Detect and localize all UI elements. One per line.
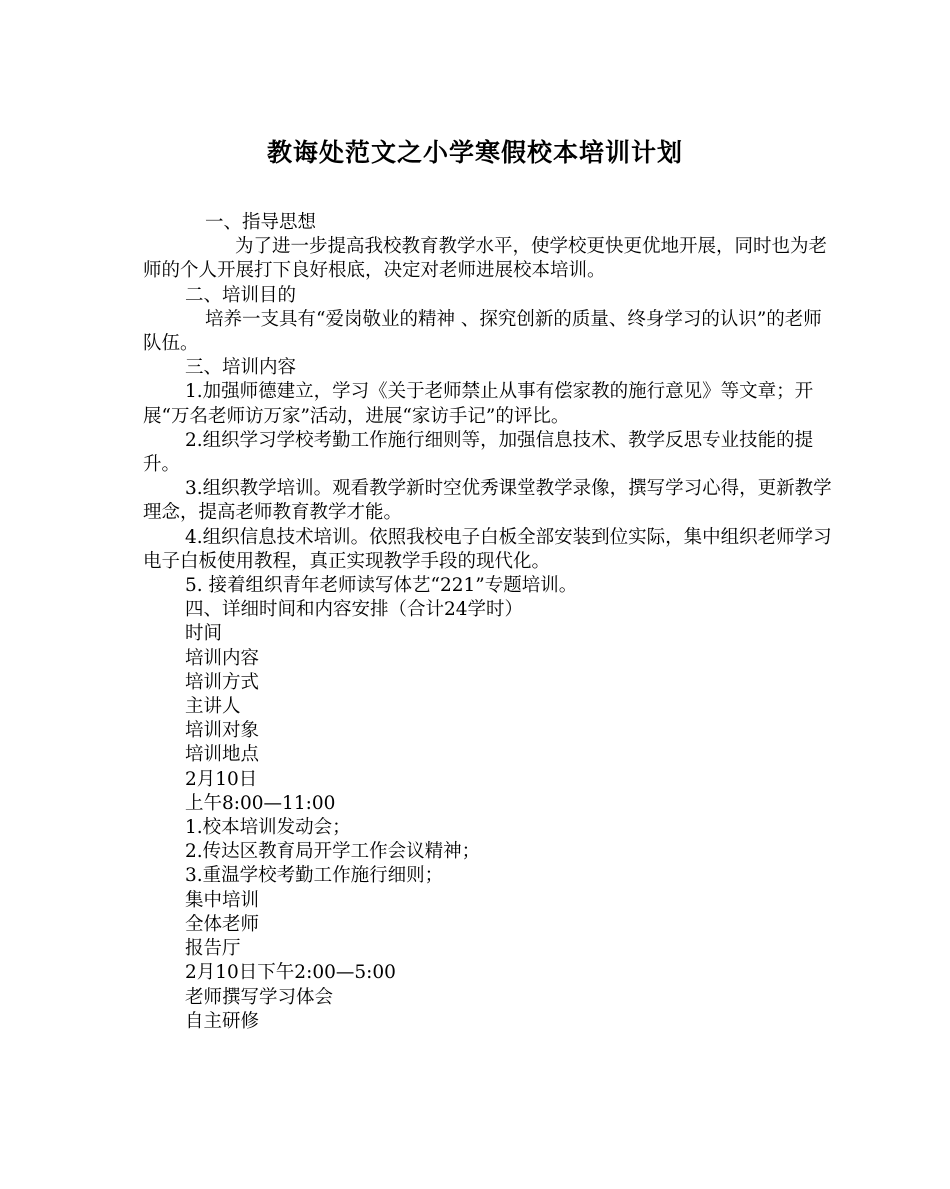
table-line: 集中培训 bbox=[185, 889, 260, 911]
table-line: 上午8:00—11:00 bbox=[185, 792, 336, 814]
table-line: 2月10日下午2:00—5:00 bbox=[185, 962, 396, 984]
paragraph-content-item-4: 4.组织信息技术培训。依照我校电子白板全部安装到位实际，集中组织老师学习电子白板使用教程，真正实现教学手段的现代化。 bbox=[143, 526, 832, 572]
heading-training-purpose: 二、培训目的 bbox=[185, 284, 297, 306]
table-line: 时间 bbox=[185, 623, 223, 645]
paragraph-training-purpose: 培养一支具有“爱岗敬业的精神 、探究创新的质量、终身学习的认识”的老师队伍。 bbox=[143, 308, 822, 355]
heading-schedule: 四、详细时间和内容安排（合计24学时） bbox=[185, 599, 524, 621]
paragraph-content-item-2: 2.组织学习学校考勤工作施行细则等，加强信息技术、教学反思专业技能的提升。 bbox=[143, 429, 814, 476]
paragraph-content-item-3: 3.组织教学培训。观看教学新时空优秀课堂教学录像，撰写学习心得，更新教学理念，提高老师教育教学才能。 bbox=[143, 478, 832, 524]
table-line: 培训方式 bbox=[185, 671, 260, 693]
table-line: 2.传达区教育局开学工作会议精神； bbox=[185, 841, 481, 863]
document-title: 教诲处范文之小学寒假校本培训计划 bbox=[266, 138, 683, 167]
heading-training-content: 三、培训内容 bbox=[185, 357, 297, 379]
heading-guiding-ideology: 一、指导思想 bbox=[205, 212, 317, 233]
paragraph-guiding-ideology: 为了进一步提高我校教育教学水平，使学校更快更优地开展，同时也为老师的个人开展打下良好根底，决定对老师进展校本培训。 bbox=[143, 236, 828, 282]
table-line: 报告厅 bbox=[185, 938, 241, 960]
table-line: 1.校本培训发动会； bbox=[185, 817, 351, 839]
table-line: 主讲人 bbox=[185, 696, 241, 718]
document-body bbox=[143, 211, 833, 1034]
table-line: 自主研修 bbox=[185, 1010, 260, 1032]
table-line: 培训地点 bbox=[185, 744, 260, 766]
table-line: 3.重温学校考勤工作施行细则； bbox=[185, 865, 444, 887]
table-line: 全体老师 bbox=[185, 913, 260, 935]
table-line: 培训内容 bbox=[185, 647, 260, 669]
table-line: 2月10日 bbox=[185, 768, 258, 790]
table-line: 培训对象 bbox=[185, 720, 260, 742]
table-line: 老师撰写学习体会 bbox=[185, 986, 334, 1008]
paragraph-content-item-5: 5. 接着组织青年老师读写体艺“221”专题培训。 bbox=[185, 575, 578, 597]
paragraph-content-item-1: 1.加强师德建立，学习《关于老师禁止从事有偿家教的施行意见》等文章；开展“万名老师访万家”活动，进展“家访手记”的评比。 bbox=[143, 381, 814, 427]
